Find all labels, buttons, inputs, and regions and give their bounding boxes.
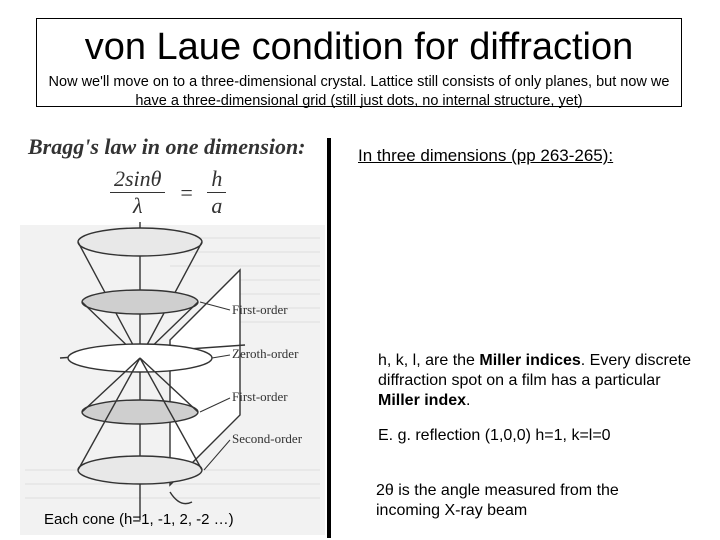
reflection-example: E. g. reflection (1,0,0) h=1, k=l=0 — [378, 427, 611, 444]
miller-indices-text — [378, 351, 698, 411]
angle-note: 2θ is the angle measured from the incoming X-ray beam — [376, 482, 619, 519]
formula-lhs-numerator: 2sinθ — [110, 166, 165, 193]
miller-text-bold-2: Miller index — [378, 392, 467, 409]
column-divider — [327, 138, 331, 538]
title-box — [36, 18, 682, 107]
miller-text-pre: h, k, l, are the — [378, 352, 480, 369]
formula-equals: = — [178, 179, 194, 205]
bragg-heading: Bragg's law in one dimension: — [28, 134, 306, 159]
cone-caption: Each cone (h=1, -1, 2, -2 …) — [44, 511, 234, 528]
cone-label-second-order: Second-order — [232, 431, 303, 446]
cone-label-first-order-lower: First-order — [232, 389, 288, 404]
formula-lhs-denominator: λ — [132, 193, 143, 218]
miller-text-mid: . Every discrete diffraction spot on a film has a particular — [378, 352, 692, 389]
miller-text-bold-1: Miller indices — [479, 352, 581, 369]
miller-text-post: . — [466, 392, 471, 409]
formula-rhs-numerator: h — [207, 166, 226, 193]
cone-label-first-order-upper: First-order — [232, 302, 288, 317]
slide-title: von Laue condition for diffraction — [84, 26, 634, 68]
slide-subtitle: Now we'll move on to a three-dimensional crystal. Lattice still consists of only planes, but now we have a three-dimensional grid (still just dots, no internal structure, yet) — [48, 74, 670, 109]
cone-label-zeroth-order: Zeroth-order — [232, 346, 299, 361]
three-dimensions-heading: In three dimensions (pp 263-265): — [358, 146, 614, 165]
diffraction-cones-figure — [20, 130, 325, 535]
formula-rhs-denominator: a — [211, 193, 223, 218]
